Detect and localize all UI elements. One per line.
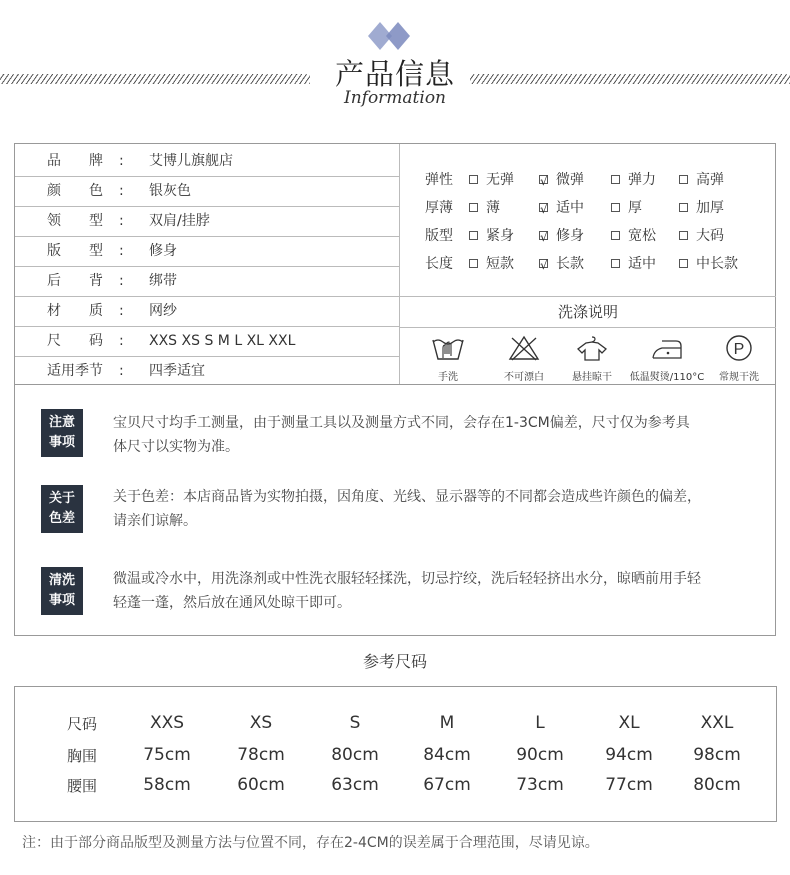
spec-label: 材 质 [47, 303, 103, 319]
attr-option[interactable]: √ 修身 [539, 222, 584, 250]
size-cell: 58cm [143, 775, 191, 795]
size-row [15, 745, 776, 773]
attr-option[interactable]: 弹力 [611, 166, 656, 194]
attr-label: 厚薄 [425, 200, 453, 216]
notes-panel [14, 385, 776, 636]
note-badge: 关于 色差 [41, 485, 83, 533]
section-title: 产品信息 [334, 57, 455, 91]
size-cell: 67cm [423, 775, 471, 795]
checkbox-icon [679, 231, 688, 240]
spec-colon: : [119, 213, 124, 229]
checkbox-checked-icon [539, 203, 548, 212]
attr-option[interactable]: 宽松 [611, 222, 656, 250]
note-badge: 清洗 事项 [41, 567, 83, 615]
spec-label: 尺 码 [47, 333, 103, 349]
spec-value: 绑带 [149, 273, 177, 289]
attr-option[interactable]: 无弹 [469, 166, 514, 194]
care-label: 低温熨烫/110°C [629, 372, 705, 383]
washing-title: 洗涤说明 [557, 303, 618, 321]
checkbox-icon [469, 259, 478, 268]
size-cell: XL [618, 713, 640, 733]
spec-value: 双肩/挂脖 [149, 213, 210, 229]
care-label: 悬挂晾干 [572, 372, 612, 383]
spec-row-season [15, 356, 399, 386]
size-cell: S [349, 713, 361, 733]
spec-colon: : [119, 243, 124, 259]
attr-option[interactable]: 加厚 [679, 194, 724, 222]
size-cell: M [439, 713, 455, 733]
checkbox-icon [469, 203, 478, 212]
size-cell: 94cm [605, 745, 653, 765]
spec-row-size [15, 326, 399, 357]
note-badge: 注意 事项 [41, 409, 83, 457]
checkbox-icon [679, 175, 688, 184]
spec-label: 领 型 [47, 213, 103, 229]
attr-label: 版型 [425, 228, 453, 244]
low-iron-icon [650, 334, 684, 362]
checkbox-icon [611, 231, 620, 240]
checkbox-icon [611, 203, 620, 212]
checkbox-checked-icon [539, 231, 548, 240]
spec-value: 艾博儿旗舰店 [149, 153, 233, 169]
size-row [15, 713, 776, 741]
care-no-bleach [491, 334, 557, 383]
note-text: 关于色差：本店商品皆为实物拍摄，因角度、光线、显示器等的不同都会造成些许颜色的偏差， 请亲们谅解。 [113, 489, 701, 529]
size-cell: XXL [700, 713, 734, 733]
attr-option[interactable]: 厚 [611, 194, 642, 222]
size-cell: 80cm [693, 775, 741, 795]
product-info-panel [14, 143, 776, 385]
size-cell: 84cm [423, 745, 471, 765]
footer-note: 注：由于部分商品版型及测量方法与位置不同，存在2-4CM的误差属于合理范围，尽请见谅。 [22, 835, 599, 851]
attr-option[interactable]: 适中 [611, 250, 656, 278]
attr-option[interactable]: 高弹 [679, 166, 724, 194]
size-cell: 73cm [516, 775, 564, 795]
header-hatch-left [0, 74, 310, 84]
spec-colon: : [119, 153, 124, 169]
size-cell: 78cm [237, 745, 285, 765]
care-hand-wash [420, 334, 476, 383]
spec-colon: : [119, 183, 124, 199]
spec-colon: : [119, 273, 124, 289]
attr-option[interactable]: 短款 [469, 250, 514, 278]
care-hang-dry [563, 334, 621, 383]
size-cell: 60cm [237, 775, 285, 795]
care-label: 常规干洗 [719, 372, 759, 383]
checkbox-icon [611, 175, 620, 184]
size-row-label: 尺码 [67, 715, 98, 733]
spec-row-material [15, 296, 399, 327]
care-low-iron [627, 334, 707, 383]
attr-option[interactable]: 中长款 [679, 250, 738, 278]
attr-label: 长度 [425, 256, 453, 272]
attr-option[interactable]: √ 适中 [539, 194, 584, 222]
hand-wash-icon [431, 334, 465, 362]
spec-row-fit [15, 236, 399, 267]
spec-row-color [15, 176, 399, 207]
attr-option[interactable]: 紧身 [469, 222, 514, 250]
spec-label: 适用季节 [47, 363, 103, 379]
spec-value: XXS XS S M L XL XXL [149, 333, 296, 349]
note-text: 微温或冷水中，用洗涤剂或中性洗衣服轻轻揉洗，切忌拧绞，洗后轻轻挤出水分，晾晒前用手轻 轻蓬一蓬，然后放在通风处晾干即可。 [113, 571, 701, 611]
size-cell: XS [249, 713, 273, 733]
size-row [15, 775, 776, 803]
size-cell: 77cm [605, 775, 653, 795]
spec-value: 修身 [149, 243, 177, 259]
attr-label: 弹性 [425, 172, 453, 188]
size-cell: 98cm [693, 745, 741, 765]
attr-option[interactable]: √ 长款 [539, 250, 584, 278]
care-dry-clean [711, 334, 767, 383]
size-cell: 90cm [516, 745, 564, 765]
attr-option[interactable]: 薄 [469, 194, 500, 222]
spec-row-brand [15, 146, 399, 177]
size-cell: XXS [149, 713, 185, 733]
care-label: 不可漂白 [504, 372, 544, 383]
diamond-logo-icon [366, 20, 420, 56]
washing-header [400, 296, 776, 328]
size-cell: 75cm [143, 745, 191, 765]
header-hatch-right [470, 74, 790, 84]
spec-label: 品 牌 [47, 153, 103, 169]
panel-divider [399, 144, 400, 384]
spec-label: 版 型 [47, 243, 103, 259]
care-label: 手洗 [438, 372, 458, 383]
checkbox-icon [679, 259, 688, 268]
checkbox-icon [469, 175, 478, 184]
spec-colon: : [119, 363, 124, 379]
spec-value: 四季适宜 [149, 363, 205, 379]
spec-value: 银灰色 [149, 183, 191, 199]
size-row-label: 腰围 [67, 777, 98, 795]
section-subtitle: Information [343, 88, 447, 108]
checkbox-icon [679, 203, 688, 212]
dry-clean-glyph: P [733, 341, 745, 358]
size-cell: 63cm [331, 775, 379, 795]
spec-colon: : [119, 303, 124, 319]
size-cell: 80cm [331, 745, 379, 765]
checkbox-icon [611, 259, 620, 268]
size-cell: L [535, 713, 545, 733]
no-bleach-icon [507, 334, 541, 362]
attr-option[interactable]: 大码 [679, 222, 724, 250]
size-chart-table [14, 686, 777, 822]
spec-row-back [15, 266, 399, 297]
size-chart-title: 参考尺码 [362, 652, 427, 671]
spec-label: 后 背 [47, 273, 103, 289]
checkbox-checked-icon [539, 259, 548, 268]
spec-row-collar [15, 206, 399, 237]
spec-colon: : [119, 333, 124, 349]
attr-option[interactable]: √ 微弹 [539, 166, 584, 194]
checkbox-checked-icon [539, 175, 548, 184]
note-text: 宝贝尺寸均手工测量，由于测量工具以及测量方式不同，会存在1-3CM偏差，尺寸仅为参考具 体尺寸以实物为准。 [113, 415, 690, 455]
checkbox-icon [469, 231, 478, 240]
spec-label: 颜 色 [47, 183, 103, 199]
hang-dry-icon [575, 334, 609, 362]
spec-value: 网纱 [149, 303, 177, 319]
dry-clean-icon [722, 334, 756, 362]
size-row-label: 胸围 [67, 747, 98, 765]
